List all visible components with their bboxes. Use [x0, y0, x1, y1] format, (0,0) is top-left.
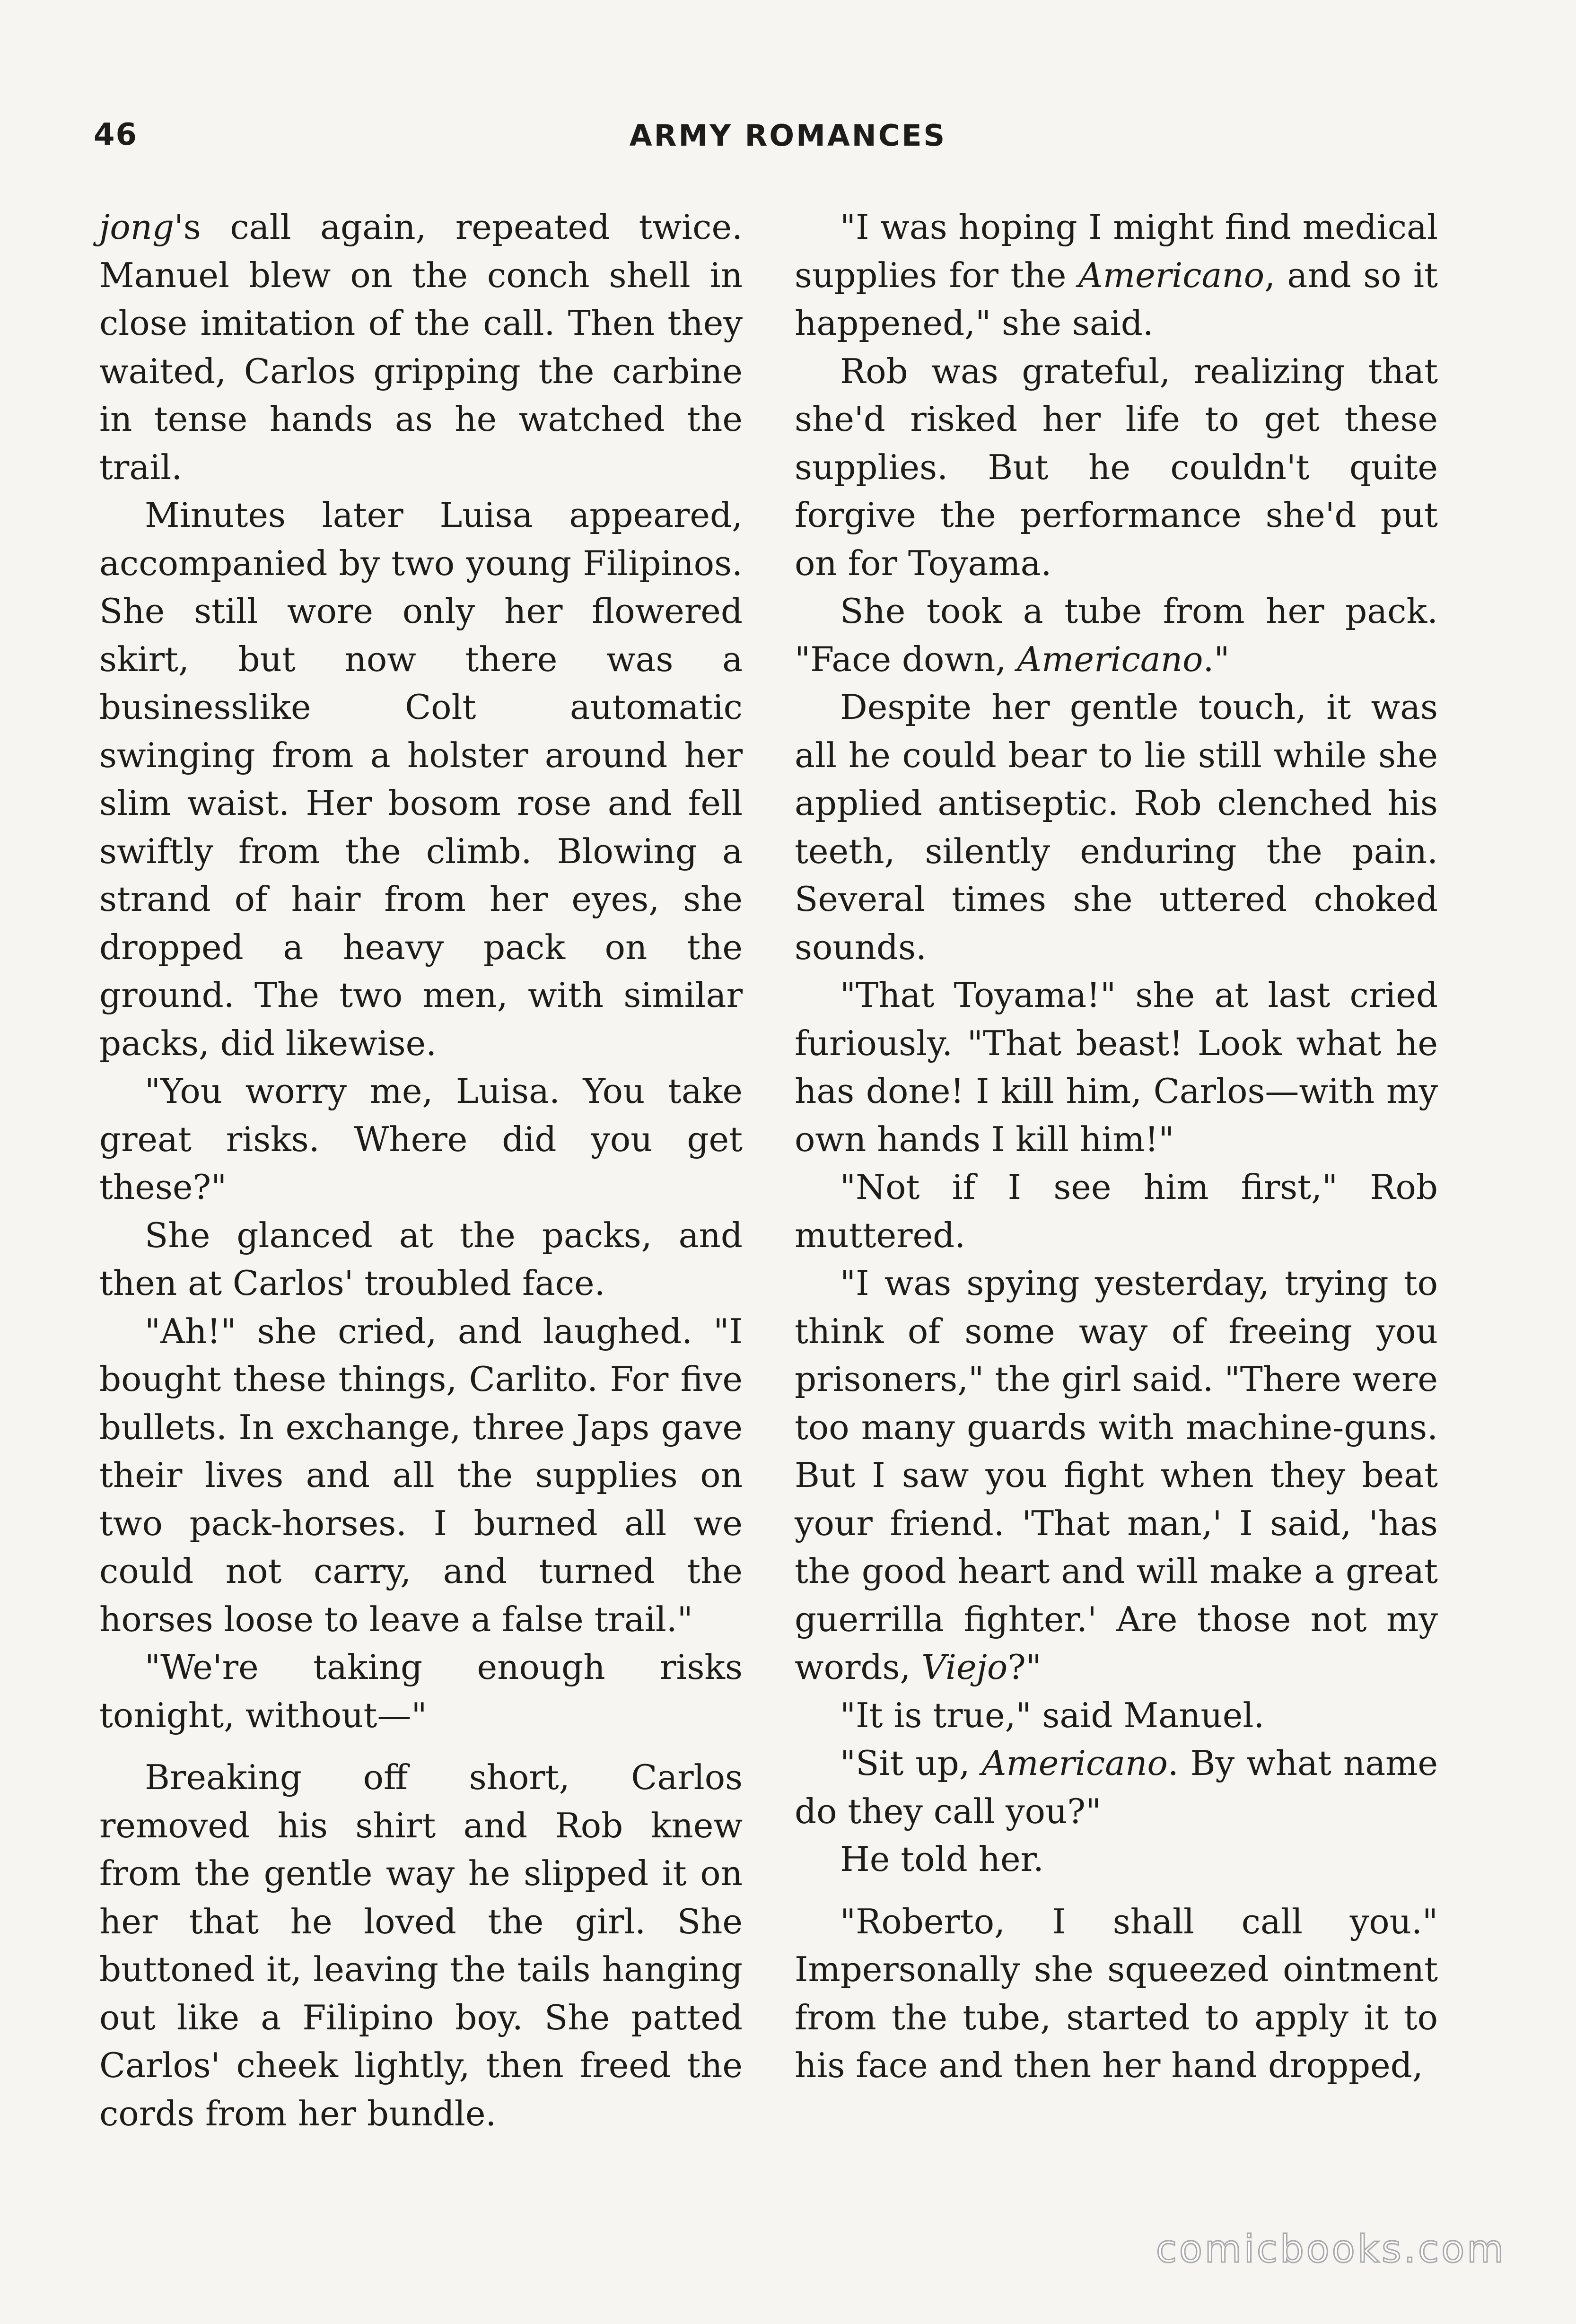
paragraph: Despite her gentle touch, it was all he could bear to lie still while she applied antiseptic. Rob clenched his teeth, silently enduring the pain. Several times she uttered choked sounds.	[795, 687, 1438, 967]
paragraph: "We're taking enough risks tonight, without—"	[99, 1647, 743, 1735]
right-column	[795, 203, 1438, 2090]
paragraph: "Ah!" she cried, and laughed. "I bought these things, Carlito. For five bullets. In exchange, three Japs gave their lives and all the supplies on two pack-horses. I burned all we could not carry, and turned the horses loose to leave a false trail."	[99, 1311, 743, 1639]
site-watermark: comicbooks.com	[1156, 2227, 1506, 2271]
paragraph: Minutes later Luisa appeared, accompanied by two young Filipinos. She still wore only her flowered skirt, but now there was a businesslike Colt automatic swinging from a holster around her slim waist. Her bosom rose and fell swiftly from the climb. Blowing a strand of hair from her eyes, she dropped a heavy pack on the ground. The two men, with similar packs, did likewise.	[99, 495, 743, 1063]
page-number: 46	[94, 117, 138, 152]
running-title: ARMY ROMANCES	[629, 118, 947, 153]
paragraph: "Not if I see him first," Rob muttered.	[795, 1167, 1438, 1255]
paragraph: "Roberto, I shall call you." Impersonally she squeezed ointment from the tube, started to apply it to his face and then her hand dropped,	[795, 1901, 1438, 2085]
paragraph: "I was hoping I might find medical supplies for the Americano, and so it happened," she said.	[795, 207, 1438, 343]
left-column	[99, 203, 743, 2138]
paragraph: He told her.	[840, 1839, 1044, 1879]
paragraph: Breaking off short, Carlos removed his shirt and Rob knew from the gentle way he slipped it on her that he loved the girl. She buttoned it, leaving the tails hanging out like a Filipino boy. She patted Carlos' cheek lightly, then freed the cords from her bundle.	[99, 1757, 743, 2133]
paragraph: "It is true," said Manuel.	[840, 1695, 1265, 1735]
paragraph: "You worry me, Luisa. You take great risks. Where did you get these?"	[99, 1071, 743, 1207]
paragraph: She took a tube from her pack. "Face down, Americano."	[795, 591, 1438, 679]
paragraph: She glanced at the packs, and then at Carlos' troubled face.	[99, 1215, 743, 1303]
paragraph: "That Toyama!" she at last cried furiously. "That beast! Look what he has done! I kill him, Carlos—with my own hands I kill him!"	[795, 975, 1438, 1159]
paragraph: "I was spying yesterday, trying to think of some way of freeing you prisoners," the girl said. "There were too many guards with machine-guns. But I saw you fight when they beat your friend. 'That man,' I said, 'has the good heart and will make a great guerrilla fighter.' Are those not my words, Viejo?"	[795, 1263, 1438, 1687]
paragraph: Rob was grateful, realizing that she'd risked her life to get these supplies. But he couldn't quite forgive the performance she'd put on for Toyama.	[795, 351, 1438, 583]
paragraph: "Sit up, Americano. By what name do they call you?"	[795, 1743, 1438, 1831]
paragraph: jong's call again, repeated twice. Manuel blew on the conch shell in close imitation of the call. Then they waited, Carlos gripping the carbine in tense hands as he watched the trail.	[99, 207, 743, 487]
